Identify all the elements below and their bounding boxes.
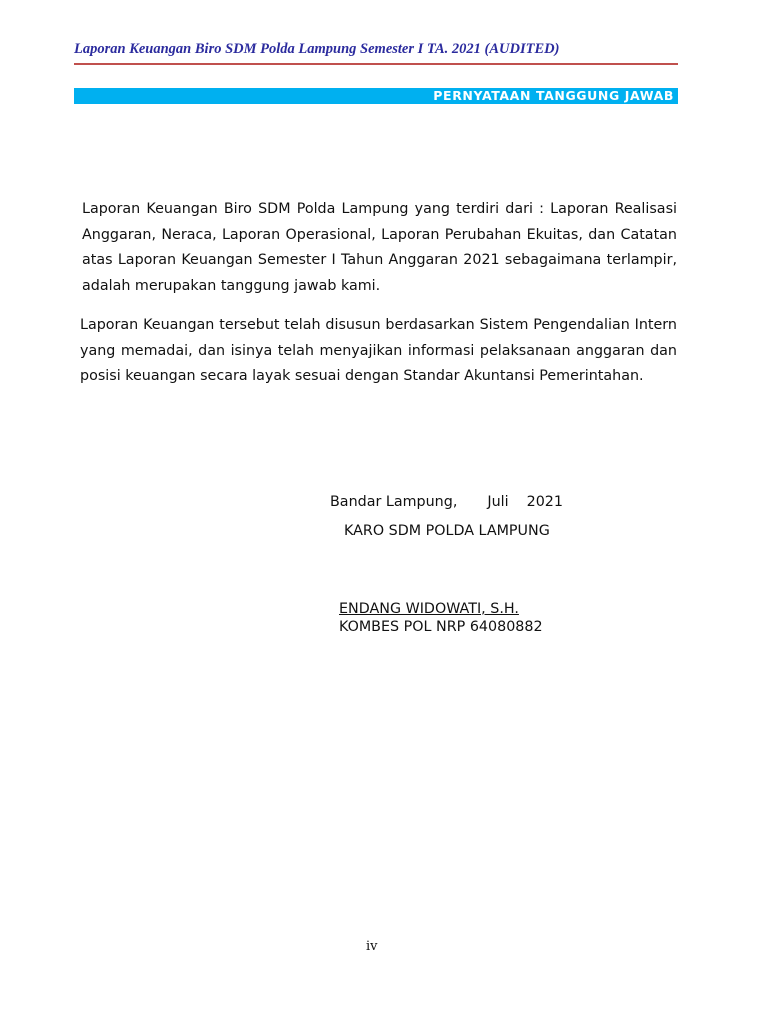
- signatory-name: ENDANG WIDOWATI, S.H.: [339, 601, 519, 617]
- header-divider: [74, 63, 678, 65]
- section-title: PERNYATAAN TANGGUNG JAWAB: [433, 88, 674, 103]
- signature-year: 2021: [526, 494, 563, 510]
- signature-place: Bandar Lampung,: [330, 494, 458, 510]
- running-header: Laporan Keuangan Biro SDM Polda Lampung Semester I TA. 2021 (AUDITED): [74, 41, 560, 57]
- page-number: iv: [366, 939, 378, 954]
- signatory-rank-nrp: KOMBES POL NRP 64080882: [339, 619, 543, 635]
- signature-month: Juli: [487, 494, 509, 510]
- statement-paragraph-2: Laporan Keuangan tersebut telah disusun berdasarkan Sistem Pengendalian Intern yang memadai, dan isinya telah menyajikan informasi pelaksanaan anggaran dan posisi keuangan secara layak sesuai dengan Standar Akuntansi Pemerintahan.: [80, 317, 677, 385]
- signature-place-date: [330, 494, 563, 510]
- signature-office: KARO SDM POLDA LAMPUNG: [344, 523, 550, 539]
- section-title-band: [74, 88, 678, 104]
- statement-paragraph-1: Laporan Keuangan Biro SDM Polda Lampung yang terdiri dari : Laporan Realisasi Anggaran, Neraca, Laporan Operasional, Laporan Perubahan Ekuitas, dan Catatan atas Laporan Keuangan Semester I Tahun Anggaran 2021 sebagaimana terlampir, adalah merupakan tanggung jawab kami.: [82, 201, 677, 295]
